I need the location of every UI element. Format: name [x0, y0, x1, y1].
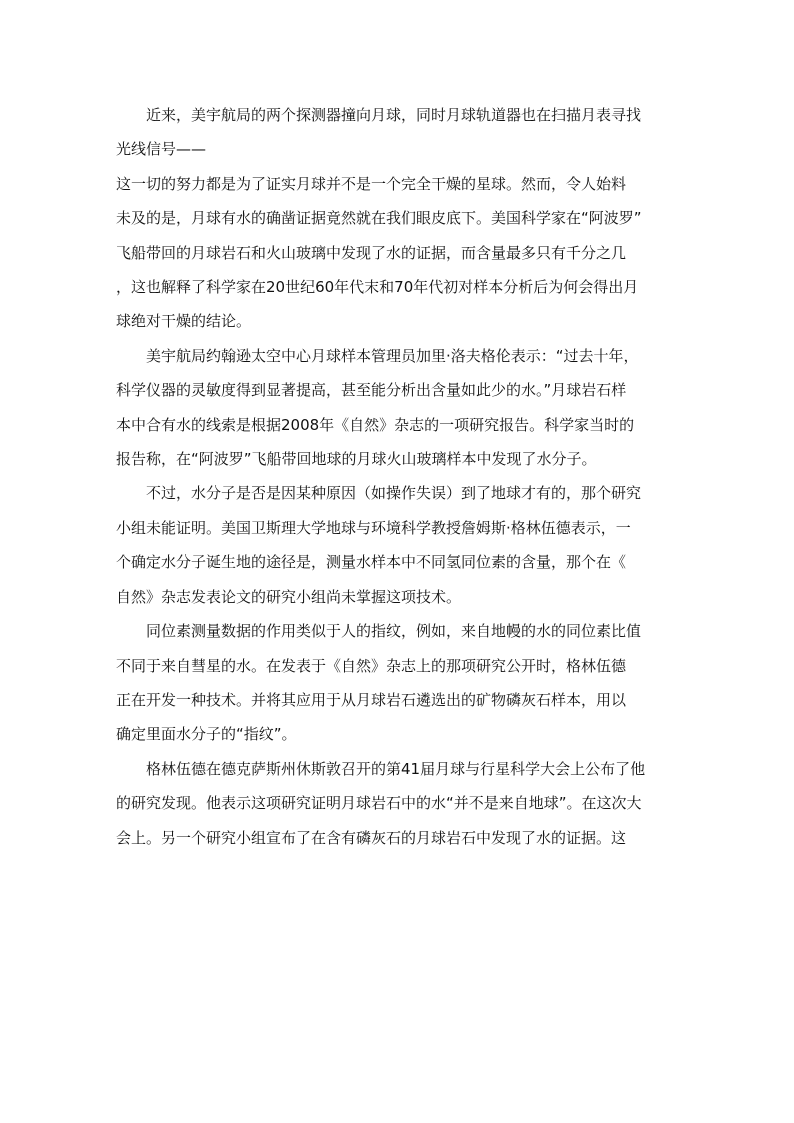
text-line: 未及的是，月球有水的确凿证据竟然就在我们眼皮底下。美国科学家在“阿波罗” — [116, 209, 642, 228]
text-line: 飞船带回的月球岩石和火山玻璃中发现了水的证据，而含量最多只有千分之几 — [116, 243, 627, 262]
paragraph-3 — [116, 339, 682, 477]
text-line: 球绝对干燥的结论。 — [116, 312, 252, 331]
paragraph-6 — [116, 752, 682, 855]
text-line: 光线信号—— — [116, 140, 207, 159]
text-line: 本中合有水的线索是根据2008年《自然》杂志的一项研究报告。科学家当时的 — [116, 415, 635, 434]
text-line: 近来，美宇航局的两个探测器撞向月球，同时月球轨道器也在扫描月表寻找 — [146, 106, 642, 124]
text-line: 正在开发一种技术。并将其应用于从月球岩石遴选出的矿物磷灰石样本，用以 — [116, 690, 627, 709]
paragraph-2 — [116, 167, 682, 339]
text-line: 不同于来自彗星的水。在发表于《自然》杂志上的那项研究公开时，格林伍德 — [116, 656, 627, 675]
paragraph-5 — [116, 614, 682, 752]
text-line: 格林伍德在德克萨斯州休斯敦召开的第41届月球与行星科学大会上公布了他 — [146, 759, 646, 778]
paragraph-4 — [116, 476, 682, 614]
text-line: 美宇航局约翰逊太空中心月球样本管理员加里·洛夫格伦表示：“过去十年， — [146, 346, 639, 365]
text-line: 科学仪器的灵敏度得到显著提高，甚至能分析出含量如此少的水。”月球岩石样 — [116, 381, 627, 400]
text-line: 确定里面水分子的“指纹”。 — [116, 725, 297, 744]
text-line: 不过，水分子是否是因某种原因（如操作失误）到了地球才有的，那个研究 — [146, 484, 642, 503]
text-line: 报告称，在“阿波罗”飞船带回地球的月球火山玻璃样本中发现了水分子。 — [116, 450, 597, 469]
text-line: 会上。另一个研究小组宣布了在含有磷灰石的月球岩石中发现了水的证据。这 — [116, 828, 627, 847]
text-line: 这一切的努力都是为了证实月球并不是一个完全干燥的星球。然而，令人始料 — [116, 174, 627, 193]
paragraph-1 — [116, 98, 682, 167]
text-line: 小组未能证明。美国卫斯理大学地球与环境科学教授詹姆斯·格林伍德表示，一 — [116, 518, 631, 537]
text-line: 的研究发现。他表示这项研究证明月球岩石中的水“并不是来自地球”。在这次大 — [116, 794, 642, 813]
text-line: ，这也解释了科学家在20世纪60年代末和70年代初对样本分析后为何会得出月 — [116, 278, 639, 297]
document-body — [116, 98, 682, 855]
text-line: 同位素测量数据的作用类似于人的指纹，例如，来自地幔的水的同位素比值 — [146, 622, 642, 641]
text-line: 个确定水分子诞生地的途径是，测量水样本中不同氢同位素的含量，那个在《 — [116, 553, 627, 572]
text-line: 自然》杂志发表论文的研究小组尚未掌握这项技术。 — [116, 587, 462, 606]
